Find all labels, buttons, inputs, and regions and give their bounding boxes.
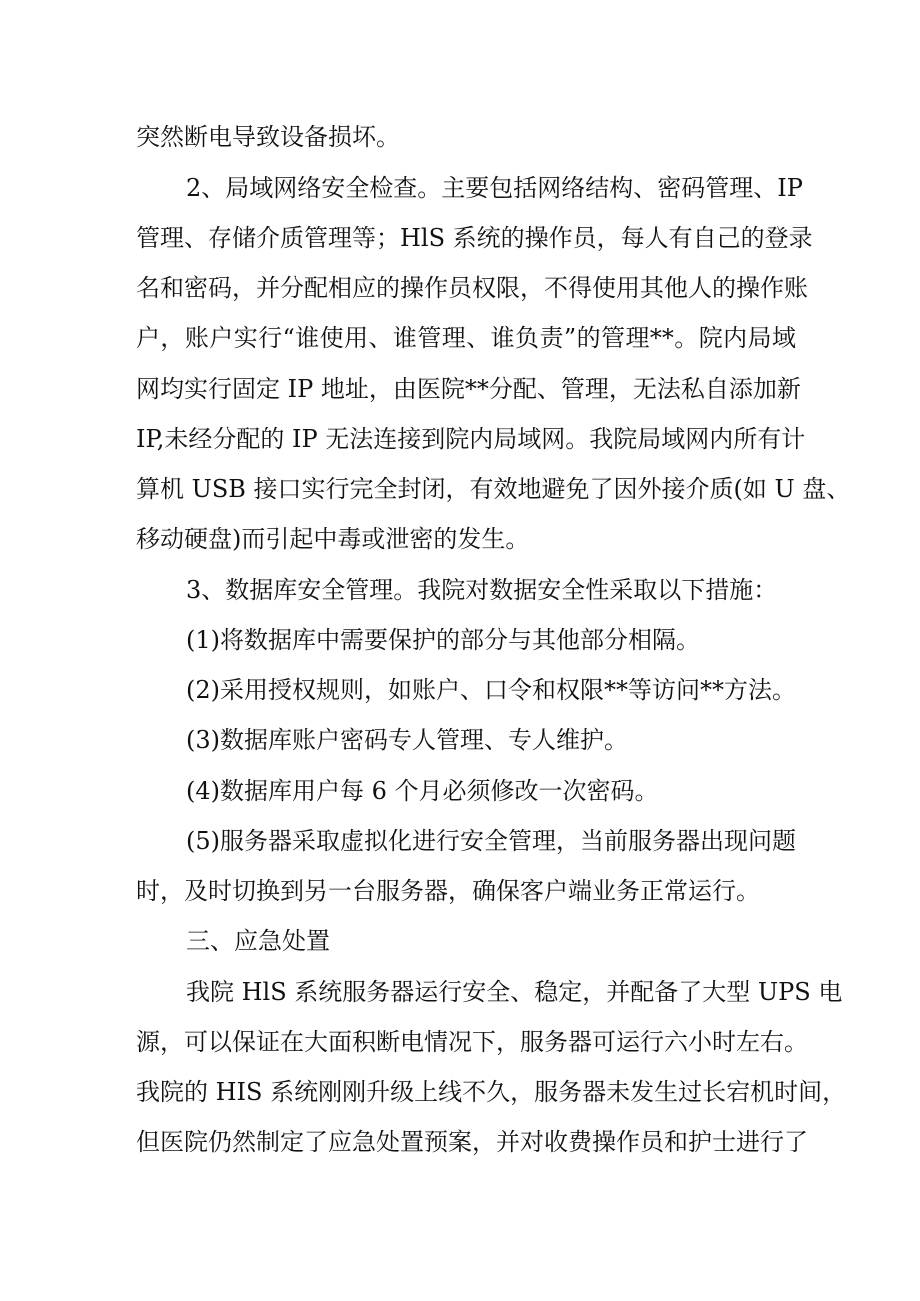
text-line: 时，及时切换到另一台服务器，确保客户端业务正常运行。 xyxy=(136,877,760,905)
text-line: (3)数据库账户密码专人管理、专人维护。 xyxy=(186,726,628,754)
text-line: 管理、存储介质管理等；HlS 系统的操作员，每人有自己的登录 xyxy=(136,224,813,252)
text-line: 我院的 HIS 系统刚刚升级上线不久，服务器未发生过长宕机时间， xyxy=(136,1078,847,1106)
text-line: 源，可以保证在大面积断电情况下，服务器可运行六小时左右。 xyxy=(136,1028,808,1056)
text-line: 算机 USB 接口实行完全封闭，有效地避免了因外接介质(如 U 盘、 xyxy=(136,475,851,503)
text-line: 我院 HlS 系统服务器运行安全、稳定，并配备了大型 UPS 电 xyxy=(186,978,843,1006)
text-line: (4)数据库用户每 6 个月必须修改一次密码。 xyxy=(186,777,659,805)
text-line: (2)采用授权规则，如账户、口令和权限**等访问**方法。 xyxy=(186,676,796,704)
text-line: (5)服务器采取虚拟化进行安全管理，当前服务器出现问题 xyxy=(186,827,796,855)
text-line: 户，账户实行“谁使用、谁管理、谁负责”的管理**。院内局域 xyxy=(136,324,796,352)
section-heading: 三、应急处置 xyxy=(186,927,330,955)
text-line: 名和密码，并分配相应的操作员权限，不得使用其他人的操作账 xyxy=(136,274,808,302)
text-line: 但医院仍然制定了应急处置预案，并对收费操作员和护士进行了 xyxy=(136,1128,808,1156)
text-line: 2、局域网络安全检查。主要包括网络结构、密码管理、IP xyxy=(186,174,803,202)
text-line: 突然断电导致设备损坏。 xyxy=(136,123,400,151)
text-line: 移动硬盘)而引起中毒或泄密的发生。 xyxy=(136,525,530,553)
text-line: (1)将数据库中需要保护的部分与其他部分相隔。 xyxy=(186,626,700,654)
text-line: 网均实行固定 IP 地址，由医院**分配、管理，无法私自添加新 xyxy=(136,375,801,403)
text-line: IP,未经分配的 IP 无法连接到院内局域网。我院局域网内所有计 xyxy=(136,425,806,453)
text-line: 3、数据库安全管理。我院对数据安全性采取以下措施： xyxy=(186,576,778,604)
